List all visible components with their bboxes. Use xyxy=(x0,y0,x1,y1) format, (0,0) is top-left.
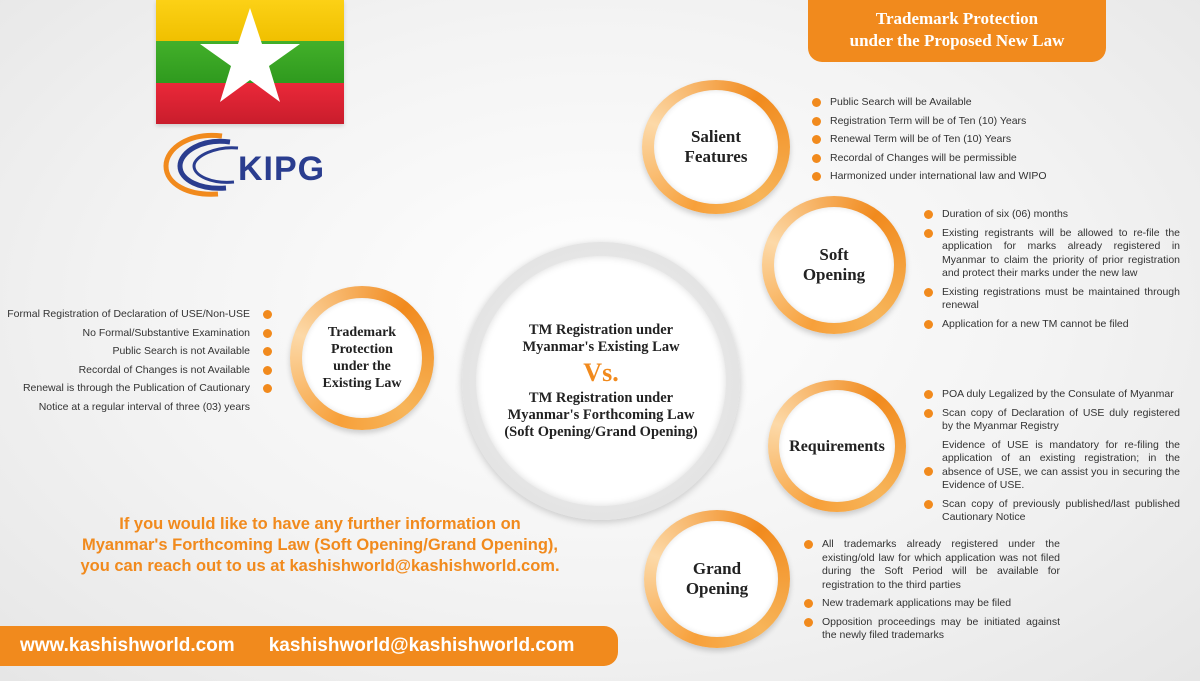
list-item: Application for a new TM cannot be filed xyxy=(924,318,1180,332)
bullet-icon xyxy=(812,135,821,144)
list-item: Existing registrations must be maintained through renewal xyxy=(924,286,1180,313)
bullet-icon xyxy=(924,320,933,329)
list-item: All trademarks already registered under the existing/old law for which application was not filed during the Soft Period will be available for registration to the third parties xyxy=(804,538,1060,592)
list-item: Notice at a regular interval of three (03) years xyxy=(38,400,250,413)
existing-title-4: Existing Law xyxy=(322,376,402,391)
center-line-2: Myanmar's Existing Law xyxy=(522,338,680,355)
list-item: Harmonized under international law and WIPO xyxy=(812,170,1102,184)
contact-message xyxy=(40,514,600,577)
requirements-list xyxy=(924,388,1180,530)
star-icon xyxy=(200,4,300,114)
existing-law-circle xyxy=(290,286,434,430)
grand-opening-circle xyxy=(644,510,790,648)
list-item: POA duly Legalized by the Consulate of Myanmar xyxy=(924,388,1180,402)
title-line-2: under the Proposed New Law xyxy=(849,31,1065,50)
list-item: Scan copy of previously published/last published Cautionary Notice xyxy=(924,498,1180,525)
bullet-icon xyxy=(804,540,813,549)
center-line-1: TM Registration under xyxy=(528,321,674,338)
myanmar-flag xyxy=(156,0,344,124)
soft-opening-list xyxy=(924,208,1180,336)
salient-title-1: Salient xyxy=(690,127,742,146)
bullet-icon xyxy=(924,409,933,418)
bullet-icon xyxy=(924,390,933,399)
requirements-title: Requirements xyxy=(789,437,885,455)
center-line-5: (Soft Opening/Grand Opening) xyxy=(504,423,698,440)
center-line-3: TM Registration under xyxy=(528,389,674,406)
bullet-icon xyxy=(812,172,821,181)
logo-text: KIPG xyxy=(238,150,326,188)
bullet-icon xyxy=(812,98,821,107)
list-item: Public Search will be Available xyxy=(812,96,1102,110)
salient-features-list xyxy=(812,96,1102,189)
bullet-icon xyxy=(263,347,272,356)
grand-title-2: Opening xyxy=(685,579,749,598)
bullet-icon xyxy=(263,366,272,375)
list-item: Formal Registration of Declaration of USE/Non-USE xyxy=(6,308,272,322)
list-item: Evidence of USE is mandatory for re-filing the application of an existing registration; in the absence of USE, we can assist you in securing the Evidence of USE. xyxy=(924,439,1180,493)
existing-title-1: Trademark xyxy=(327,325,397,340)
bullet-icon xyxy=(924,288,933,297)
kipg-logo xyxy=(160,128,340,200)
email-link[interactable]: kashishworld@kashishworld.com xyxy=(268,635,575,656)
soft-title-2: Opening xyxy=(802,265,866,284)
contact-line-1: If you would like to have any further information on xyxy=(119,515,521,533)
list-item: Opposition proceedings may be initiated against the newly filed trademarks xyxy=(804,616,1060,643)
contact-line-3: you can reach out to us at kashishworld@kashishworld.com. xyxy=(80,557,560,575)
soft-opening-circle xyxy=(762,196,906,334)
list-item: No Formal/Substantive Examination xyxy=(6,327,272,341)
grand-title-1: Grand xyxy=(692,559,742,578)
list-item: Recordal of Changes will be permissible xyxy=(812,152,1102,166)
bullet-icon xyxy=(812,117,821,126)
center-line-4: Myanmar's Forthcoming Law xyxy=(507,406,695,423)
bullet-icon xyxy=(263,329,272,338)
salient-features-circle xyxy=(642,80,790,214)
page-title xyxy=(808,0,1106,62)
list-item: Existing registrants will be allowed to re-file the application for marks already registered in Myanmar to claim the priority of prior registration and protect their marks under the new law xyxy=(924,227,1180,281)
footer-bar xyxy=(0,626,618,666)
salient-title-2: Features xyxy=(684,147,748,166)
website-link[interactable]: www.kashishworld.com xyxy=(20,635,235,656)
bullet-icon xyxy=(812,154,821,163)
list-item: Recordal of Changes is not Available xyxy=(6,364,272,378)
requirements-circle xyxy=(768,380,906,512)
list-item: Scan copy of Declaration of USE duly registered by the Myanmar Registry xyxy=(924,407,1180,434)
bullet-icon xyxy=(924,467,933,476)
list-item: Renewal is through the Publication of Cautionary xyxy=(6,382,272,396)
grand-opening-list xyxy=(804,538,1060,648)
bullet-icon xyxy=(263,384,272,393)
bullet-icon xyxy=(804,599,813,608)
list-item: Public Search is not Available xyxy=(6,345,272,359)
list-item: Renewal Term will be of Ten (10) Years xyxy=(812,133,1102,147)
bullet-icon xyxy=(924,500,933,509)
logo-swoosh-icon xyxy=(160,128,250,200)
bullet-icon xyxy=(924,210,933,219)
vs-label: Vs. xyxy=(583,357,619,387)
bullet-icon xyxy=(263,310,272,319)
title-line-1: Trademark Protection xyxy=(875,9,1039,28)
soft-title-1: Soft xyxy=(819,245,849,264)
existing-title-2: Protection xyxy=(331,342,393,357)
bullet-icon xyxy=(924,229,933,238)
list-item: Duration of six (06) months xyxy=(924,208,1180,222)
list-item: Registration Term will be of Ten (10) Years xyxy=(812,115,1102,129)
existing-law-list xyxy=(6,308,272,419)
bullet-icon xyxy=(804,618,813,627)
existing-title-3: under the xyxy=(333,359,391,374)
contact-line-2: Myanmar's Forthcoming Law (Soft Opening/Grand Opening), xyxy=(81,536,559,554)
comparison-circle xyxy=(462,242,740,520)
list-item: New trademark applications may be filed xyxy=(804,597,1060,611)
